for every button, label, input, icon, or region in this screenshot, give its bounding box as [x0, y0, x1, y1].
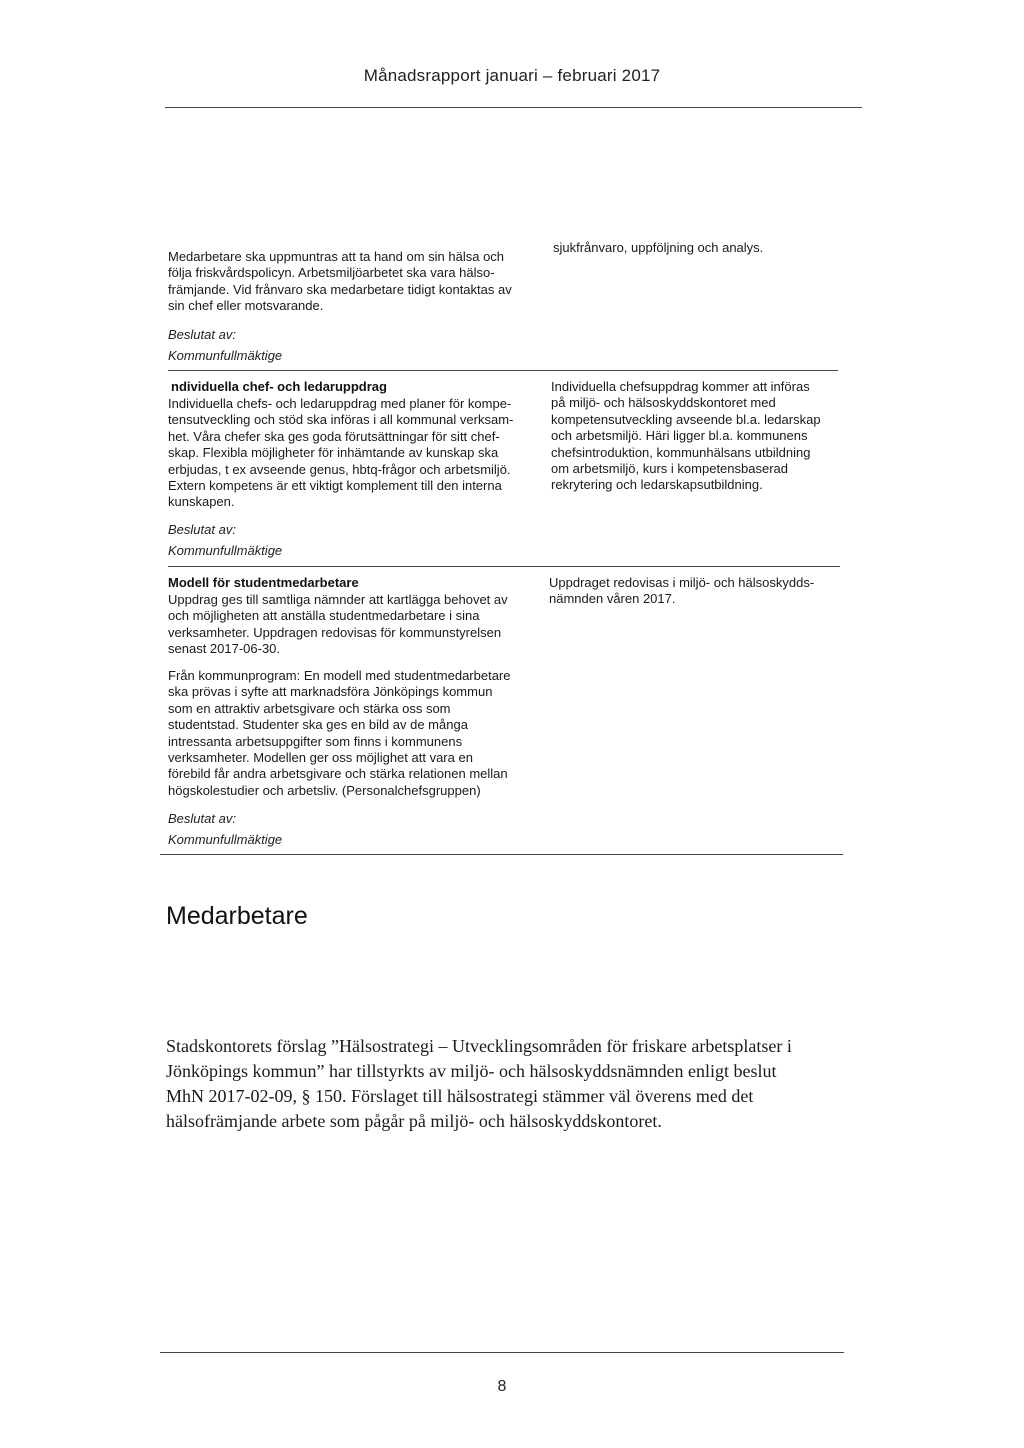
block3-left-text: Uppdrag ges till samtliga nämnder att kartlägga behovet av och möjligheten att anställa studentmedarbetare i sina verksamheter. Uppdragen redovisas för kommunstyrelsen senast 2017-06-30. [168, 592, 508, 657]
block2-right-text: Individuella chefsuppdrag kommer att införas på miljö- och hälsoskyddskontoret med kompetensutveckling avseende bl.a. ledarskap och arbetsmiljö. Häri ligger bl.a. kommunens chefsintroduktion, kommunhälsans utbildning om arbetsmiljö, kurs i kompetensbaserad rekrytering och ledarskapsutbildning. [551, 379, 821, 493]
block2-left-text: Individuella chefs- och ledaruppdrag med planer för kompe- tensutveckling och stöd ska införas i all kommunal verksam- het. Våra chefer ska ges goda förutsättningar för sitt chef- skap. Flexibla möjligheter för inhämtande av kunskap ska erbjudas, t ex avseende genus, hbtq-frågor och arbetsmiljö. Extern kompetens är ett viktigt komplement till den interna kunskapen. [168, 396, 514, 510]
footer-rule [160, 1352, 844, 1353]
block2-heading: ndividuella chef- och ledaruppdrag [171, 379, 387, 394]
block3-decided-label: Beslutat av: [168, 811, 236, 826]
section-title: Medarbetare [166, 902, 308, 930]
block3-rule [160, 854, 843, 855]
block2-rule [168, 566, 840, 567]
block1-right-clip [553, 240, 843, 258]
block3-right-text: Uppdraget redovisas i miljö- och hälsoskydds- nämnden våren 2017. [549, 575, 815, 607]
block1-right-text: sjukfrånvaro, uppföljning och analys. [553, 240, 764, 255]
header-rule [165, 107, 862, 108]
section-body: Stadskontorets förslag ”Hälsostrategi – Utvecklingsområden för friskare arbetsplatser i Jönköpings kommun” har tillstyrkts av miljö- och hälsoskyddsnämnden enligt beslut MhN 2017-02-09, § 150. Förslaget till hälsostrategi stämmer väl överens med det hälsofrämjande arbete som pågår på miljö- och hälsoskyddskontoret. [166, 1036, 792, 1131]
block3-left-text2: Från kommunprogram: En modell med studentmedarbetare ska prövas i syfte att marknadsföra Jönköpings kommun som en attraktiv arbetsgivare och stärka oss som studentstad. Studenter ska ges en bild av de många intressanta arbetsuppgifter som finns i kommunens verksamheter. Modellen ger oss möjlighet att vara en förebild får andra arbetsgivare och stärka relationen mellan högskolestudier och arbetsliv. (Personalchefsgruppen) [168, 668, 511, 798]
block2-decided-by: Kommunfullmäktige [168, 543, 283, 558]
block1-decided-by: Kommunfullmäktige [168, 348, 283, 363]
block1-left-text: Medarbetare ska uppmuntras att ta hand om sin hälsa och följa friskvårdspolicyn. Arbetsmiljöarbetet ska vara hälso- främjande. Vid frånvaro ska medarbetare tidigt kontaktas av sin chef eller motsvarande. [168, 249, 512, 314]
block1-decided-label: Beslutat av: [168, 327, 236, 342]
block3-decided-by: Kommunfullmäktige [168, 832, 283, 847]
block3-heading: Modell för studentmedarbetare [168, 575, 359, 590]
block1-rule [168, 370, 838, 371]
block1-left-clip [168, 249, 548, 319]
page-header-title: Månadsrapport januari – februari 2017 [363, 66, 661, 85]
block2-decided-label: Beslutat av: [168, 522, 236, 537]
page-number: 8 [497, 1378, 507, 1395]
